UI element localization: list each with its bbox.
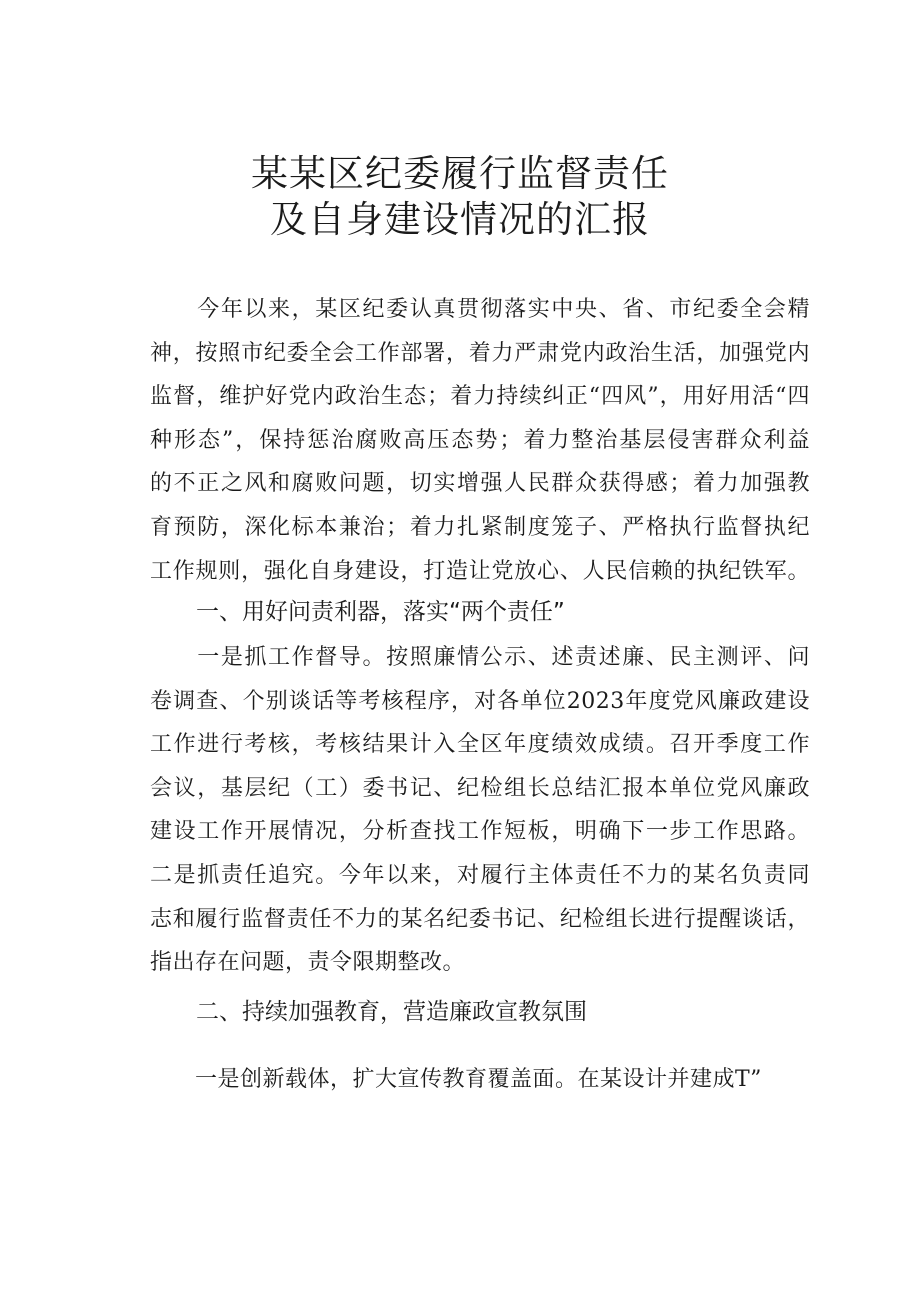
section2-paragraph bbox=[150, 1058, 810, 1102]
section2-heading: 二、持续加强教育，营造廉政宣教氛围 bbox=[196, 999, 587, 1025]
section1-line-3: 工作进行考核，考核结果计入全区年度绩效成绩。召开季度工作 bbox=[150, 732, 810, 758]
section2-line-1: 一是创新载体，扩大宣传教育覆盖面。在某设计并建成T” bbox=[150, 1067, 762, 1092]
document-title-line1: 某某区纪委履行监督责任 bbox=[251, 152, 669, 195]
intro-line-5: 的不正之风和腐败问题，切实增强人民群众获得感；着力加强教 bbox=[150, 471, 810, 497]
intro-line-1: 今年以来，某区纪委认真贯彻落实中央、省、市纪委全会精 bbox=[150, 297, 810, 322]
section1-line-7: 志和履行监督责任不力的某名纪委书记、纪检组长进行提醒谈话， bbox=[150, 906, 810, 932]
intro-line-6: 育预防，深化标本兼治；着力扎紧制度笼子、严格执行监督执纪 bbox=[150, 514, 810, 540]
intro-paragraph bbox=[150, 288, 810, 593]
intro-line-7: 工作规则，强化自身建设，打造让党放心、人民信赖的执纪铁军。 bbox=[150, 558, 810, 584]
section1-heading: 一、用好问责利器，落实“两个责任” bbox=[196, 599, 565, 625]
section1-line-2: 卷调查、个别谈话等考核程序，对各单位2023年度党风廉政建设 bbox=[150, 688, 810, 714]
section1-line-8: 指出存在问题，责令限期整改。 bbox=[150, 950, 466, 976]
intro-line-3: 监督，维护好党内政治生态；着力持续纠正“四风”，用好用活“四 bbox=[150, 384, 810, 410]
section1-line-1: 一是抓工作督导。按照廉情公示、述责述廉、民主测评、问 bbox=[150, 645, 810, 670]
section1-line-4: 会议，基层纪（工）委书记、纪检组长总结汇报本单位党风廉政 bbox=[150, 775, 810, 801]
intro-line-4: 种形态”，保持惩治腐败高压态势；着力整治基层侵害群众利益 bbox=[150, 427, 810, 453]
intro-line-2: 神，按照市纪委全会工作部署，着力严肃党内政治生活，加强党内 bbox=[150, 340, 810, 366]
section1-paragraph bbox=[150, 636, 810, 985]
document-title-line2: 及自身建设情况的汇报 bbox=[270, 198, 650, 241]
section1-line-5: 建设工作开展情况，分析查找工作短板，明确下一步工作思路。 bbox=[150, 819, 810, 845]
section1-line-6: 二是抓责任追究。今年以来，对履行主体责任不力的某名负责同 bbox=[150, 862, 810, 888]
